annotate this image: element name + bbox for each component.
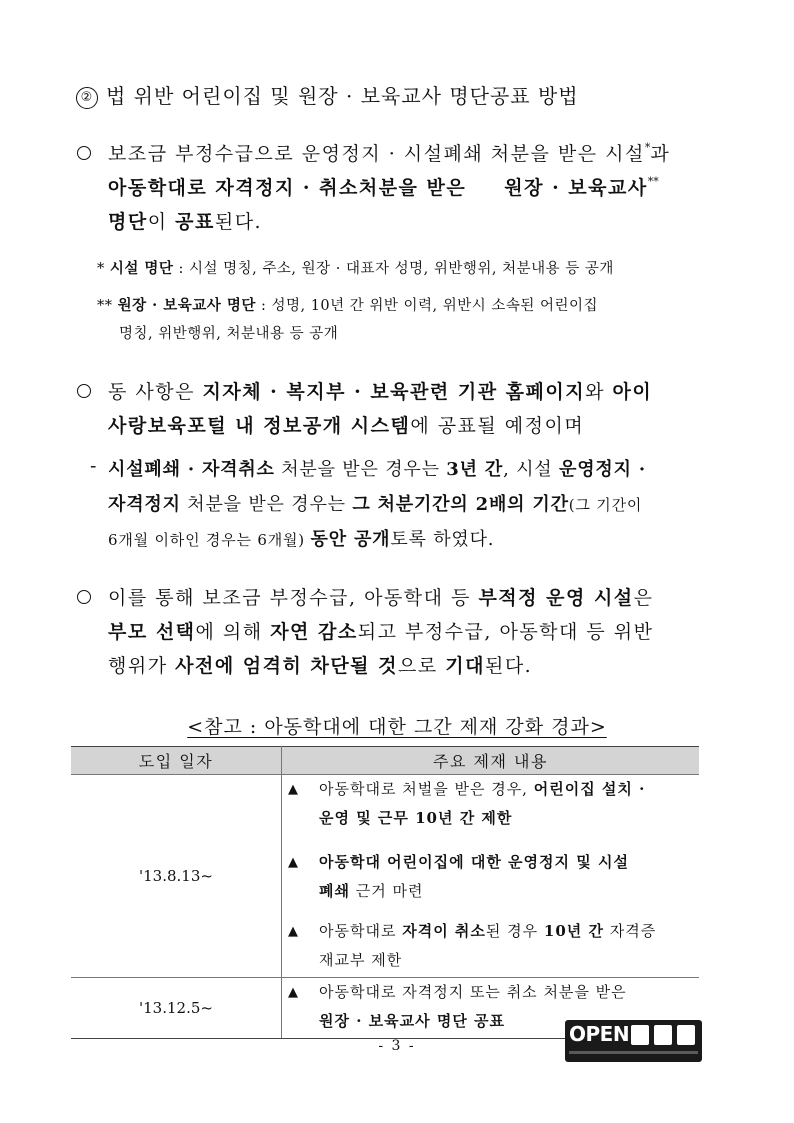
page-number: - 3 -	[378, 1038, 416, 1054]
para4-line3: 행위가 사전에 엄격히 차단될 것으로 기대된다.	[108, 655, 533, 677]
triangle-bullet-icon: ▲	[288, 985, 299, 1000]
para4-line2: 부모 선택에 의해 자연 감소되고 부정수급, 아동학대 등 위반	[108, 621, 654, 643]
para3-line2: 자격정지 처분을 받은 경우는 그 처분기간의 2배의 기간(그 기간이	[108, 494, 643, 515]
row-content	[282, 775, 700, 978]
sanctions-table	[71, 746, 699, 1039]
para3-line1: 시설폐쇄 · 자격취소 처분을 받은 경우는 3년 간, 시설 운영정지 ·	[108, 459, 646, 480]
table-title: <참고 : 아동학대에 대한 그간 제재 강화 경과>	[187, 716, 607, 738]
note-facility: * 시설 명단 : 시설 명칭, 주소, 원장 · 대표자 성명, 위반행위, 처분내용 등 공개	[97, 260, 614, 277]
noderivs-icon	[677, 1025, 695, 1045]
list-item: ▲ 아동학대로 자격정지 또는 취소 처분을 받은 원장 · 보육교사 명단 공표	[282, 978, 699, 1038]
section-number: ②	[76, 87, 98, 109]
open-logo: OPEN	[569, 1022, 630, 1046]
triangle-bullet-icon: ▲	[288, 924, 299, 939]
table-header-row	[71, 747, 699, 775]
para2-line2: 사랑보육포털 내 정보공개 시스템에 공표될 예정이며	[108, 415, 585, 437]
note-staff-cont: 명칭, 위반행위, 처분내용 등 공개	[119, 326, 339, 342]
list-item: ▲ 아동학대로 처벌을 받은 경우, 어린이집 설치 · 운영 및 근무 10년 간 제한	[282, 775, 699, 833]
row-date: '13.12.5~	[71, 978, 282, 1039]
noncommercial-icon	[654, 1025, 672, 1045]
badge-caption-bar	[569, 1051, 698, 1054]
dash-bullet: -	[90, 455, 98, 477]
column-header-content: 주요 제재 내용	[282, 747, 700, 775]
triangle-bullet-icon: ▲	[288, 855, 299, 870]
column-header-date: 도입 일자	[71, 747, 282, 775]
para1-line3: 명단이 공표된다.	[108, 211, 263, 233]
table-row	[71, 775, 699, 978]
section-heading	[76, 80, 579, 109]
attribution-icon	[631, 1025, 649, 1045]
para1-line2: 아동학대로 자격정지 · 취소처분을 받은 원장 · 보육교사**	[108, 175, 659, 199]
para4-line1: 이를 통해 보조금 부정수급, 아동학대 등 부적정 운영 시설은	[108, 587, 654, 609]
open-license-badge	[565, 1020, 702, 1062]
para3-line3: 6개월 이하인 경우는 6개월) 동안 공개토록 하였다.	[108, 529, 495, 550]
triangle-bullet-icon: ▲	[288, 782, 299, 797]
list-item: ▲ 아동학대 어린이집에 대한 운영정지 및 시설 폐쇄 근거 마련	[282, 848, 699, 906]
circle-bullet-icon	[77, 384, 91, 398]
circle-bullet-icon	[77, 146, 91, 160]
note-staff: ** 원장 · 보육교사 명단 : 성명, 10년 간 위반 이력, 위반시 소속된 어린이집	[97, 297, 599, 314]
list-item: ▲ 아동학대로 자격이 취소된 경우 10년 간 자격증 재교부 제한	[282, 917, 699, 977]
para2-line1: 동 사항은 지자체 · 복지부 · 보육관련 기관 홈페이지와 아이	[108, 381, 653, 403]
para1-line1: 보조금 부정수급으로 운영정지 · 시설폐쇄 처분을 받은 시설*과	[108, 141, 671, 165]
section-title: 법 위반 어린이집 및 원장 · 보육교사 명단공표 방법	[106, 84, 579, 108]
row-date: '13.8.13~	[71, 775, 282, 978]
circle-bullet-icon	[77, 590, 91, 604]
